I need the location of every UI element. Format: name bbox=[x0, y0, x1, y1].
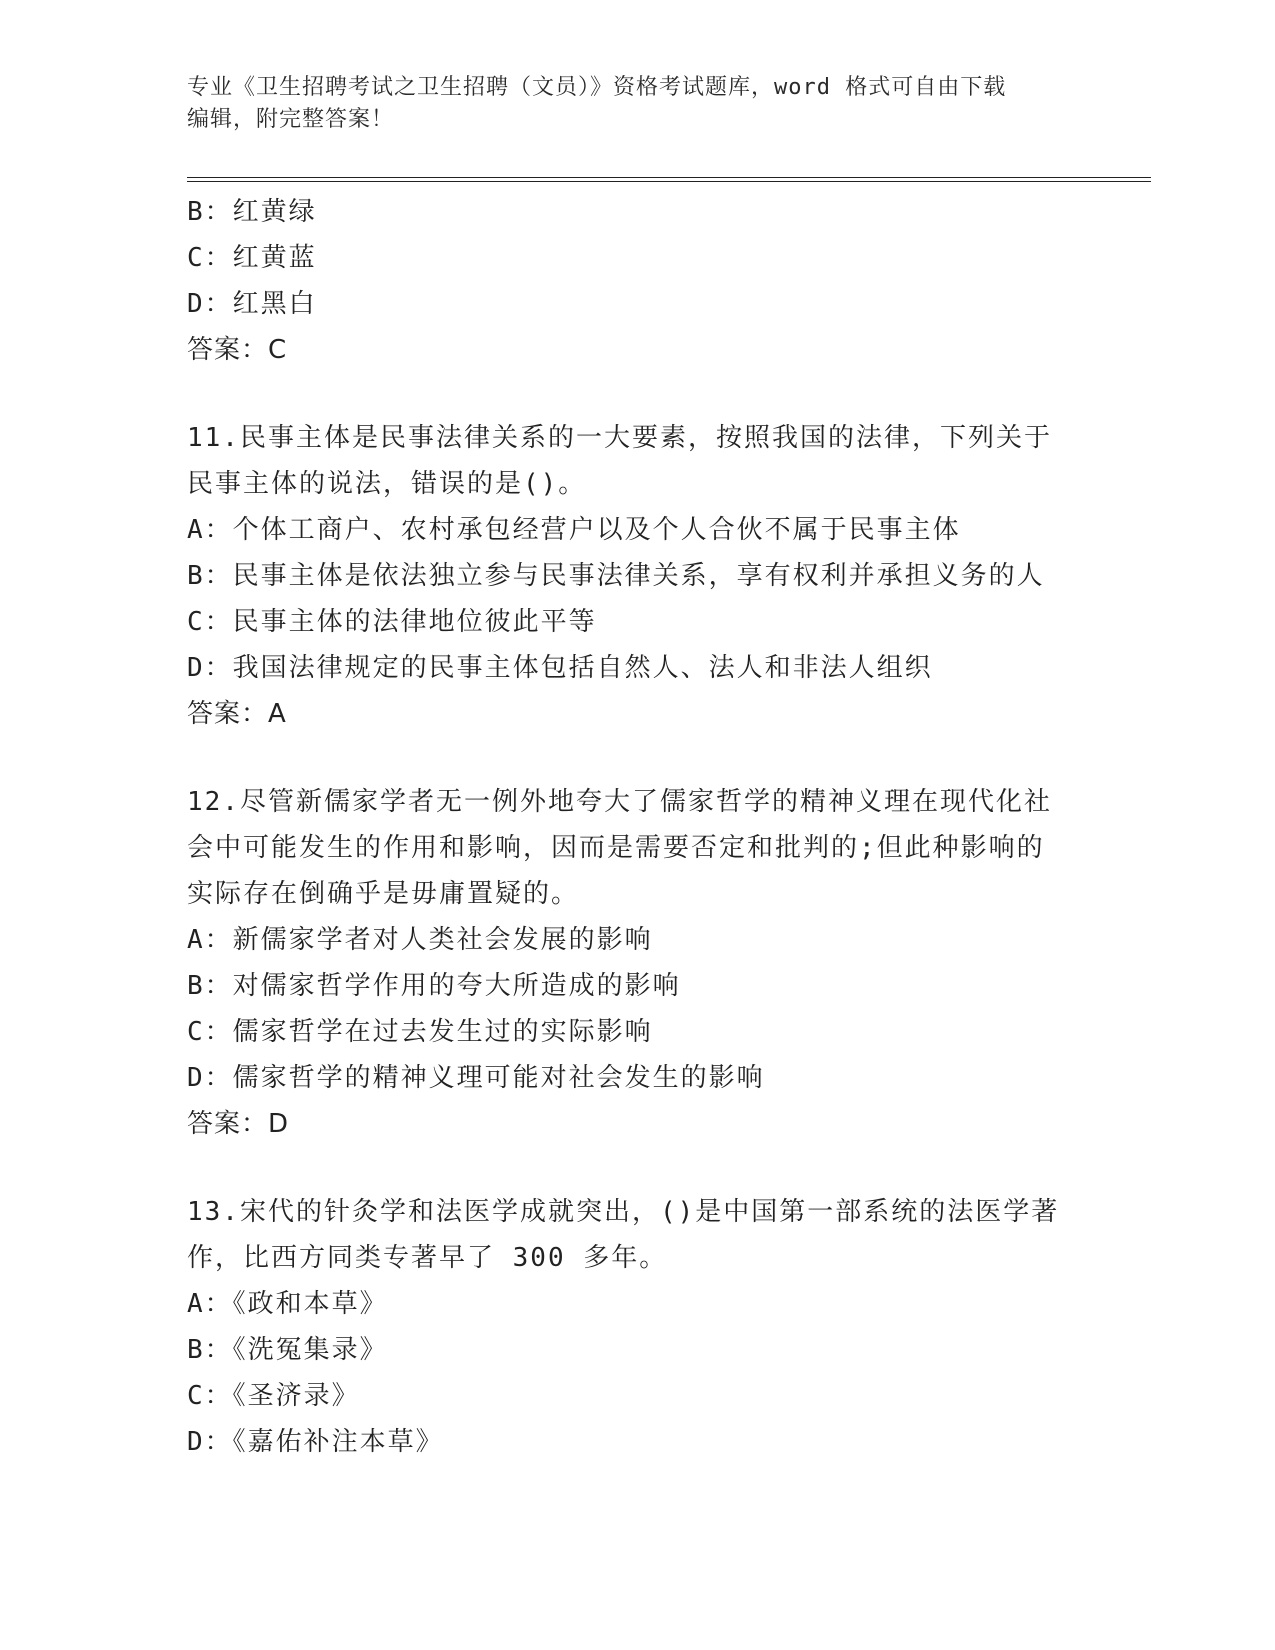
option-b: B：红黄绿 bbox=[187, 197, 317, 227]
option-c: C：《圣济录》 bbox=[187, 1381, 360, 1411]
question-13 bbox=[187, 1189, 1087, 1465]
question-text-line-3: 实际存在倒确乎是毋庸置疑的。 bbox=[187, 879, 580, 909]
answer-line: 答案：C bbox=[187, 335, 288, 365]
question-text-line-1: 13.宋代的针灸学和法医学成就突出，()是中国第一部系统的法医学著 bbox=[187, 1197, 1060, 1227]
question-text-line-2: 民事主体的说法，错误的是()。 bbox=[187, 469, 587, 499]
option-d: D：《嘉佑补注本草》 bbox=[187, 1427, 444, 1457]
document-header bbox=[187, 72, 1067, 136]
option-b: B：对儒家哲学作用的夸大所造成的影响 bbox=[187, 971, 681, 1001]
option-d: D：我国法律规定的民事主体包括自然人、法人和非法人组织 bbox=[187, 653, 933, 683]
option-b: B：《洗冤集录》 bbox=[187, 1335, 388, 1365]
option-b: B：民事主体是依法独立参与民事法律关系，享有权利并承担义务的人 bbox=[187, 561, 1045, 591]
question-text-line-1: 12.尽管新儒家学者无一例外地夸大了儒家哲学的精神义理在现代化社 bbox=[187, 787, 1052, 817]
option-c: C：红黄蓝 bbox=[187, 243, 317, 273]
spacer bbox=[187, 1147, 1087, 1189]
option-a: A：新儒家学者对人类社会发展的影响 bbox=[187, 925, 653, 955]
question-text-line-1: 11.民事主体是民事法律关系的一大要素，按照我国的法律，下列关于 bbox=[187, 423, 1052, 453]
option-c: C：儒家哲学在过去发生过的实际影响 bbox=[187, 1017, 653, 1047]
option-a: A：个体工商户、农村承包经营户以及个人合伙不属于民事主体 bbox=[187, 515, 961, 545]
option-c: C：民事主体的法律地位彼此平等 bbox=[187, 607, 597, 637]
header-divider-top bbox=[187, 177, 1151, 178]
partial-question bbox=[187, 189, 1087, 373]
question-12 bbox=[187, 779, 1087, 1147]
answer-line: 答案：A bbox=[187, 699, 287, 729]
header-divider-bottom bbox=[187, 181, 1151, 182]
option-d: D：红黑白 bbox=[187, 289, 317, 319]
question-11 bbox=[187, 415, 1087, 737]
question-text-line-2: 会中可能发生的作用和影响，因而是需要否定和批判的;但此种影响的 bbox=[187, 833, 1045, 863]
question-list bbox=[187, 189, 1087, 1465]
question-text-line-2: 作，比西方同类专著早了 300 多年。 bbox=[187, 1243, 668, 1273]
option-d: D：儒家哲学的精神义理可能对社会发生的影响 bbox=[187, 1063, 765, 1093]
answer-line: 答案：D bbox=[187, 1109, 290, 1139]
header-line-2: 编辑，附完整答案！ bbox=[187, 107, 395, 132]
header-line-1: 专业《卫生招聘考试之卫生招聘（文员）》资格考试题库，word 格式可自由下载 bbox=[187, 75, 1007, 100]
spacer bbox=[187, 737, 1087, 779]
spacer bbox=[187, 373, 1087, 415]
option-a: A：《政和本草》 bbox=[187, 1289, 388, 1319]
